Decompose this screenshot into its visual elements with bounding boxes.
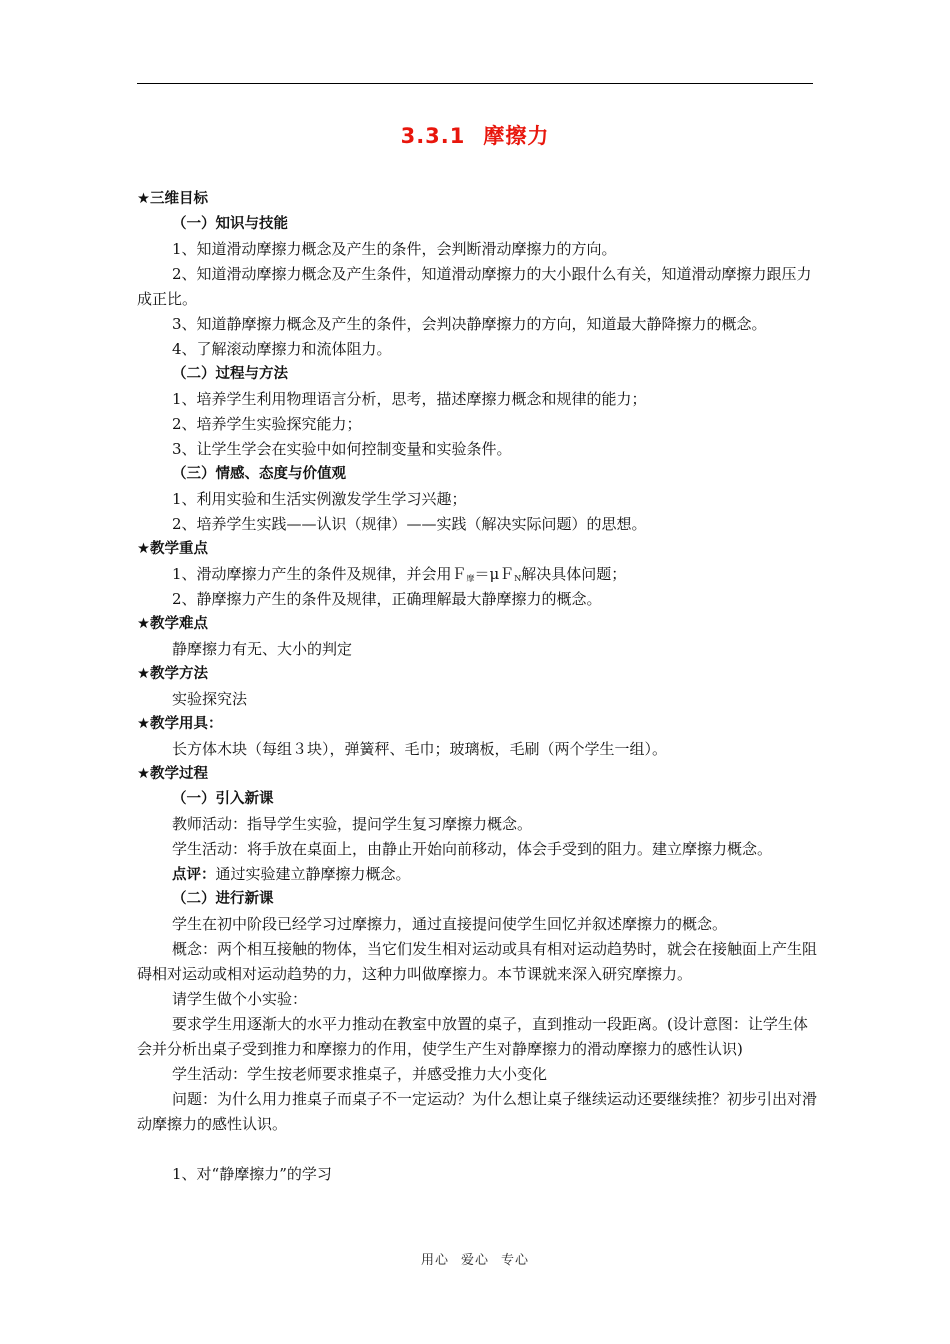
paragraph: 实验探究法 (172, 690, 248, 708)
header-rule (137, 83, 813, 84)
comment-text: 通过实验建立静摩擦力概念。 (215, 865, 411, 883)
heading-difficulty: ★教学难点 (137, 616, 208, 632)
subheading-process: （二）过程与方法 (172, 366, 288, 382)
footer-text: 用心 (420, 1253, 449, 1268)
list-item: 2、培养学生实验探究能力； (172, 415, 362, 433)
formula-sub: N (514, 574, 522, 583)
title-number: 3.3.1 (400, 124, 466, 148)
list-item: 1、培养学生利用物理语言分析，思考，描述摩擦力概念和规律的能力； (172, 390, 647, 408)
list-item: 4、了解滚动摩擦力和流体阻力。 (172, 340, 392, 358)
paragraph: 教师活动：指导学生实验，提问学生复习摩擦力概念。 (172, 815, 533, 833)
title-text: 摩擦力 (483, 124, 550, 148)
heading-method: ★教学方法 (137, 666, 208, 682)
list-item: 1、利用实验和生活实例激发学生学习兴趣； (172, 490, 467, 508)
formula-pre: 1、滑动摩擦力产生的条件及规律，并会用Ｆ (172, 565, 467, 583)
formula-mid: ＝μＦ (474, 565, 515, 583)
subheading-new-lesson: （二）进行新课 (172, 891, 274, 907)
spacer (137, 1137, 817, 1162)
heading-teaching-process: ★教学过程 (137, 766, 208, 782)
paragraph: 学生在初中阶段已经学习过摩擦力，通过直接提问使学生回忆并叙述摩擦力的概念。 (172, 915, 728, 933)
document-body (137, 187, 817, 1187)
heading-tools: ★教学用具： (137, 716, 223, 732)
formula-post: 解决具体问题； (521, 565, 627, 583)
paragraph: 问题：为什么用力推桌子而桌子不一定运动？为什么想让桌子继续运动还要继续推？初步引出对滑动摩擦力的感性认识。 (137, 1090, 818, 1133)
paragraph (137, 862, 817, 887)
footer-text: 爱心 (460, 1253, 489, 1268)
list-item (137, 562, 817, 587)
page-footer (0, 1249, 950, 1268)
heading-goals: ★三维目标 (137, 191, 208, 207)
subheading-intro: （一）引入新课 (172, 791, 274, 807)
paragraph: 长方体木块（每组３块），弹簧秤、毛巾；玻璃板，毛刷（两个学生一组）。 (172, 740, 668, 758)
paragraph: 请学生做个小实验： (172, 990, 308, 1008)
paragraph: 1、对“静摩擦力”的学习 (172, 1165, 332, 1183)
subheading-attitude: （三）情感、态度与价值观 (172, 466, 346, 482)
paragraph: 概念：两个相互接触的物体，当它们发生相对运动或具有相对运动趋势时，就会在接触面上产生阻碍相对运动或相对运动趋势的力，这种力叫做摩擦力。本节课就来深入研究摩擦力。 (137, 940, 818, 983)
list-item: 1、知道滑动摩擦力概念及产生的条件，会判断滑动摩擦力的方向。 (172, 240, 617, 258)
paragraph: 静摩擦力有无、大小的判定 (172, 640, 353, 658)
paragraph: 学生活动：将手放在桌面上，由静止开始向前移动，体会手受到的阻力。建立摩擦力概念。 (172, 840, 773, 858)
formula-sub: 摩 (466, 574, 475, 583)
list-item: 3、让学生学会在实验中如何控制变量和实验条件。 (172, 440, 512, 458)
footer-text: 专心 (501, 1253, 530, 1268)
paragraph: 要求学生用逐渐大的水平力推动在教室中放置的桌子，直到推动一段距离。(设计意图：让学生体会并分析出桌子受到推力和摩擦力的作用，使学生产生对静摩擦力的滑动摩擦力的感性认识) (137, 1015, 808, 1058)
page-title (0, 120, 950, 150)
list-item: 2、培养学生实践——认识（规律）——实践（解决实际问题）的思想。 (172, 515, 647, 533)
list-item: 2、静摩擦力产生的条件及规律，正确理解最大静摩擦力的概念。 (172, 590, 602, 608)
paragraph: 学生活动：学生按老师要求推桌子，并感受推力大小变化 (172, 1065, 548, 1083)
subheading-knowledge: （一）知识与技能 (172, 216, 288, 232)
list-item: 2、知道滑动摩擦力概念及产生条件，知道滑动摩擦力的大小跟什么有关，知道滑动摩擦力跟压力成正比。 (137, 265, 812, 308)
heading-key-points: ★教学重点 (137, 541, 208, 557)
comment-label: 点评： (172, 867, 216, 883)
list-item: 3、知道静摩擦力概念及产生的条件，会判决静摩擦力的方向，知道最大静降擦力的概念。 (172, 315, 767, 333)
